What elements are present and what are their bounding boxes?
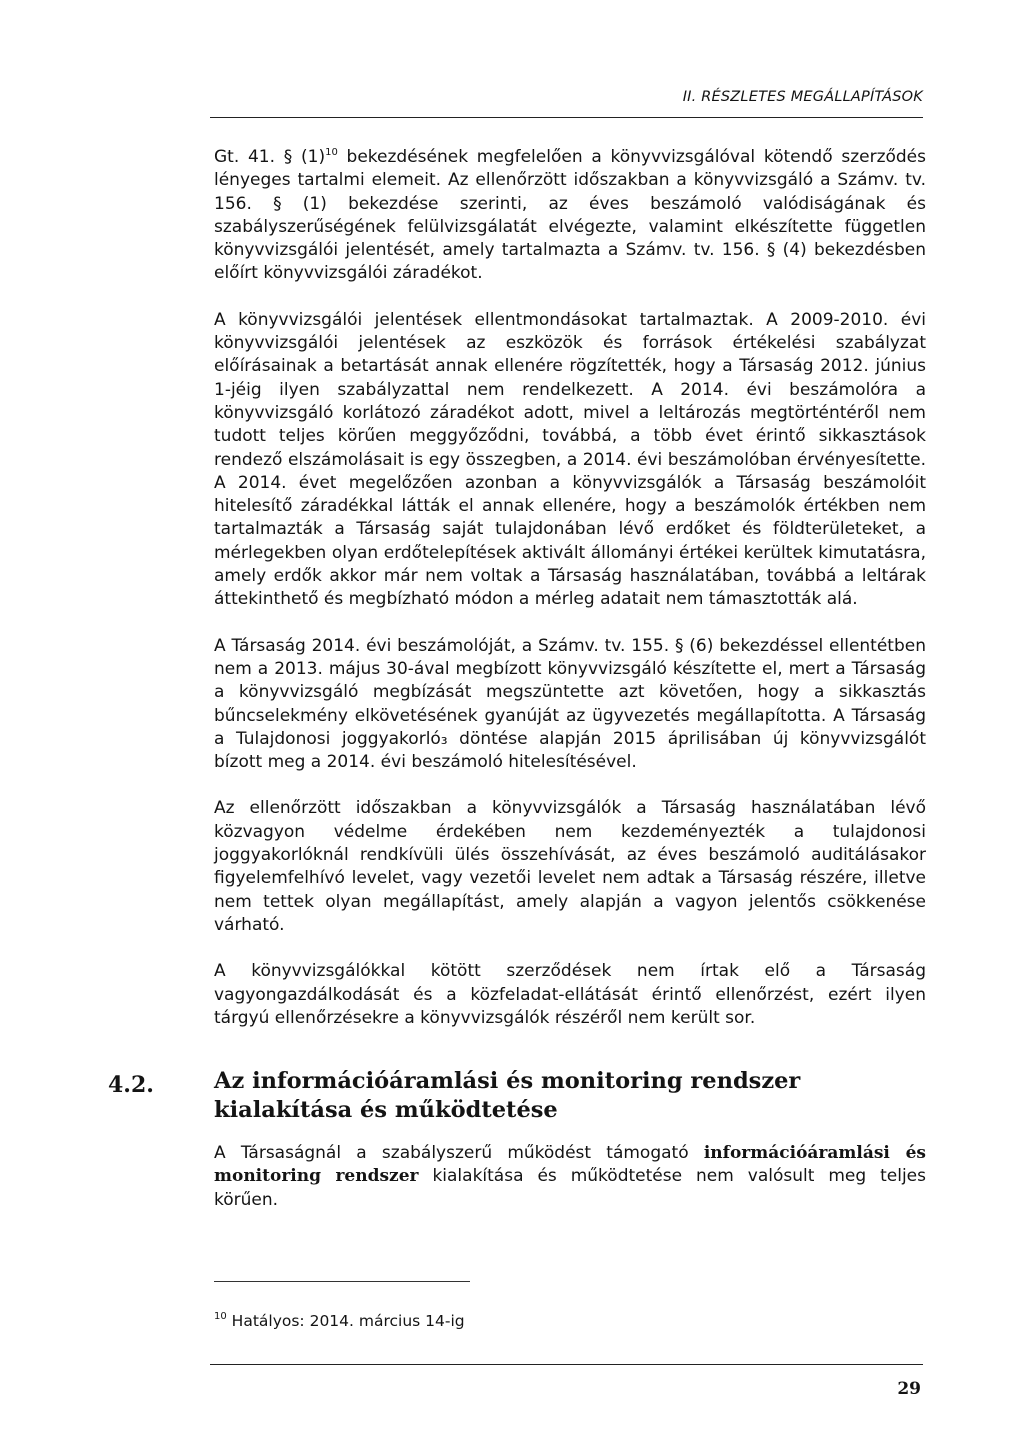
paragraph-2: A könyvvizsgálói jelentések ellentmondásokat tartalmaztak. A 2009-2010. évi könyvvizsgálói jelentések az eszközök és források értékelési szabályzat előírásainak a betartását annak ellenére rögzítették, hogy a Társaság 2012. június 1-jéig ilyen szabályzattal nem rendelkezett. A 2014. évi beszámolóra a könyvvizsgáló korlátozó záradékot adott, mivel a leltározás megtörténtéről nem tudott teljes körűen meggyőződni, továbbá, a több évet érintő sikkasztások rendező elszámolásait is egy összegben, a 2014. évi beszámolóban érvényesítette. A 2014. évet megelőzően azonban a könyvvizsgálók a Társaság beszámolóit hitelesítő záradékkal látták el annak ellenére, hogy a beszámolók értékben nem tartalmazták a Társaság saját tulajdonában lévő erdőket és földterületeket, a mérlegekben olyan erdőtelepítések aktivált állományi értékei kerültek kimutatásra, amely erdők akkor már nem voltak a Társaság használatában, továbbá a leltárak áttekinthető és megbízható módon a mérleg adatait nem támasztották alá. <box>214 309 926 610</box>
footnote-ref[interactable]: 10 <box>325 147 338 158</box>
paragraph-3: A Társaság 2014. évi beszámolóját, a Számv. tv. 155. § (6) bekezdéssel ellentétben nem a 2013. május 30-ával megbízott könyvvizsgáló készítette el, mert a Társaság a könyvvizsgáló megbízását megszüntette azt követően, hogy a sikkasztás bűncselekmény elkövetésének gyanúját az ügyvezetés megállapította. A Társaság a Tulajdonosi joggyakorló₃ döntése alapján 2015 áprilisában új könyvvizsgálót bízott meg a 2014. évi beszámoló hitelesítésével. <box>214 635 926 773</box>
footnote-text: Hatályos: 2014. március 14-ig <box>226 1312 465 1330</box>
section-paragraph-bold: információáramlási és monitoring rendszer <box>214 1143 926 1187</box>
section-paragraph <box>214 1142 926 1212</box>
paragraph-5: A könyvvizsgálókkal kötött szerződések nem írtak elő a Társaság vagyongazdálkodását és a közfeladat-ellátását érintő ellenőrzést, ezért ilyen tárgyú ellenőrzésekre a könyvvizsgálók részéről nem került sor. <box>214 961 926 1028</box>
footnote-rule <box>214 1281 470 1282</box>
footnote-number: 10 <box>214 1311 227 1322</box>
footnote <box>214 1312 465 1330</box>
paragraph-4: Az ellenőrzött időszakban a könyvvizsgálók a Társaság használatában lévő közvagyon védelme érdekében nem kezdeményezték a tulajdonosi joggyakorlóknál rendkívüli ülés összehívását, az éves beszámoló auditálásakor figyelemfelhívó levelet, vagy vezetői levelet nem adtak a Társaság részére, illetve nem tettek olyan megállapítást, amely alapján a vagyon jelentős csökkenése várható. <box>214 798 926 935</box>
section-number: 4.2. <box>108 1072 154 1098</box>
section-paragraph-end: kialakítása és működtetése nem valósult meg teljes körűen. <box>214 1166 926 1210</box>
paragraph-1 <box>214 146 926 286</box>
paragraph-1-start: Gt. 41. § (1) <box>214 147 326 167</box>
section-paragraph-start: A Társaságnál a szabályszerű működést támogató <box>214 1143 704 1163</box>
footer-rule <box>210 1364 923 1365</box>
section-title: Az információáramlási és monitoring rendszer kialakítása és működtetése <box>214 1068 801 1123</box>
body-text <box>214 146 926 1053</box>
paragraph-1-rest: bekezdésének megfelelően a könyvvizsgálóval kötendő szerződés lényeges tartalmi elemeit. Az ellenőrzött időszakban a könyvvizsgáló a Számv. tv. 156. § (1) bekezdése szerinti, az éves beszámoló valódiságának és szabályszerűségének felülvizsgálatát elvégezte, valamint elkészítette független könyvvizsgálói jelentését, amely tartalmazta a Számv. tv. 156. § (4) bekezdésben előírt könyvvizsgálói záradékot. <box>214 147 926 284</box>
running-head: II. RÉSZLETES MEGÁLLAPÍTÁSOK <box>682 89 923 105</box>
page-number: 29 <box>897 1379 921 1399</box>
header-rule <box>210 117 923 118</box>
